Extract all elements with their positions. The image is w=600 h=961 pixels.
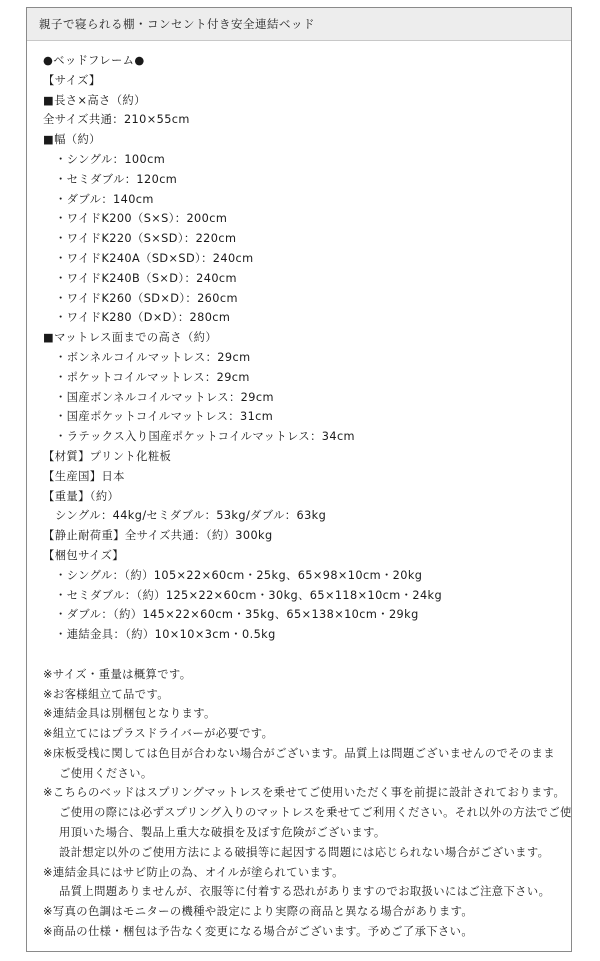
page-title: 親子で寝られる棚・コンセント付き安全連結ベッド bbox=[39, 17, 315, 31]
list-item: ・ダブル：140cm bbox=[55, 192, 154, 206]
section-label: 【梱包サイズ】 bbox=[43, 548, 124, 562]
note-line: ※サイズ・重量は概算です。 bbox=[43, 667, 192, 681]
note-continuation: ご使用の際には必ずスプリング入りのマットレスを乗せてご利用ください。それ以外の方法でご使 bbox=[59, 806, 572, 820]
section-label: 【重量】（約） bbox=[43, 489, 120, 503]
sub-heading: ■マットレス面までの高さ（約） bbox=[43, 331, 218, 345]
list-item: ・ワイドK260（SD×D）：260cm bbox=[55, 291, 238, 305]
spec-value: 全サイズ共通：210×55cm bbox=[43, 113, 190, 127]
sub-heading: ■幅（約） bbox=[43, 133, 101, 147]
note-continuation: 品質上問題ありませんが、衣服等に付着する恐れがありますのでお取扱いにはご注意下さい。 bbox=[59, 885, 551, 899]
section-heading: ●ベッドフレーム● bbox=[43, 54, 145, 67]
note-line: ※連結金具にはサビ防止の為、オイルが塗られています。 bbox=[43, 865, 344, 879]
spec-value: シングル：44kg/セミダブル：53kg/ダブル：63kg bbox=[55, 509, 327, 523]
list-item: ・ダブル：（約）145×22×60cm・35kg、65×138×10cm・29kg bbox=[55, 608, 419, 622]
section-label: 【材質】プリント化粧板 bbox=[43, 449, 172, 463]
section-label: 【静止耐荷重】全サイズ共通：（約）300kg bbox=[43, 529, 273, 543]
note-line: ※写真の色調はモニターの機種や設定により実際の商品と異なる場合があります。 bbox=[43, 905, 474, 919]
sub-heading: ■長さ×高さ（約） bbox=[43, 93, 146, 107]
note-line: ※こちらのベッドはスプリングマットレスを乗せてご使用いただく事を前提に設計されております。 bbox=[43, 786, 566, 800]
list-item: ・シングル：（約）105×22×60cm・25kg、65×98×10cm・20kg bbox=[55, 568, 423, 582]
list-item: ・ワイドK220（S×SD）：220cm bbox=[55, 232, 237, 246]
list-item: ・連結金具：（約）10×10×3cm・0.5kg bbox=[55, 628, 276, 642]
list-item: ・シングル：100cm bbox=[55, 152, 166, 166]
list-item: ・国産ボンネルコイルマットレス：29cm bbox=[55, 390, 274, 404]
list-item: ・ワイドK280（D×D）：280cm bbox=[55, 311, 231, 325]
note-continuation: 設計想定以外のご使用方法による破損等に起因する問題には応じられない場合がございます。 bbox=[59, 845, 550, 859]
list-item: ・ラテックス入り国産ポケットコイルマットレス：34cm bbox=[55, 430, 355, 444]
list-item: ・ワイドK200（S×S）：200cm bbox=[55, 212, 228, 226]
note-line: ※商品の仕様・梱包は予告なく変更になる場合がございます。予めご了承下さい。 bbox=[43, 925, 474, 939]
note-line: ※組立てにはプラスドライバーが必要です。 bbox=[43, 727, 274, 741]
spec-header bbox=[27, 8, 571, 41]
list-item: ・ボンネルコイルマットレス：29cm bbox=[55, 350, 251, 364]
list-item: ・セミダブル：（約）125×22×60cm・30kg、65×118×10cm・24kg bbox=[55, 588, 443, 602]
note-continuation: ご使用ください。 bbox=[59, 766, 153, 780]
spec-content bbox=[27, 41, 571, 942]
spec-panel bbox=[26, 7, 572, 952]
list-item: ・セミダブル：120cm bbox=[55, 172, 178, 186]
note-continuation: 用頂いた場合、製品上重大な破損を及ぼす危険がございます。 bbox=[59, 826, 386, 840]
list-item: ・ポケットコイルマットレス：29cm bbox=[55, 370, 250, 384]
section-label: 【サイズ】 bbox=[43, 73, 101, 87]
note-line: ※床板受桟に関しては色目が合わない場合がございます。品質上は問題ございませんのでそのまま bbox=[43, 746, 555, 760]
note-line: ※お客様組立て品です。 bbox=[43, 687, 169, 701]
section-label: 【生産国】日本 bbox=[43, 469, 125, 483]
list-item: ・ワイドK240A（SD×SD）：240cm bbox=[55, 251, 254, 265]
list-item: ・国産ポケットコイルマットレス：31cm bbox=[55, 410, 274, 424]
spacer bbox=[43, 645, 559, 665]
list-item: ・ワイドK240B（S×D）：240cm bbox=[55, 271, 237, 285]
note-line: ※連結金具は別梱包となります。 bbox=[43, 707, 216, 721]
